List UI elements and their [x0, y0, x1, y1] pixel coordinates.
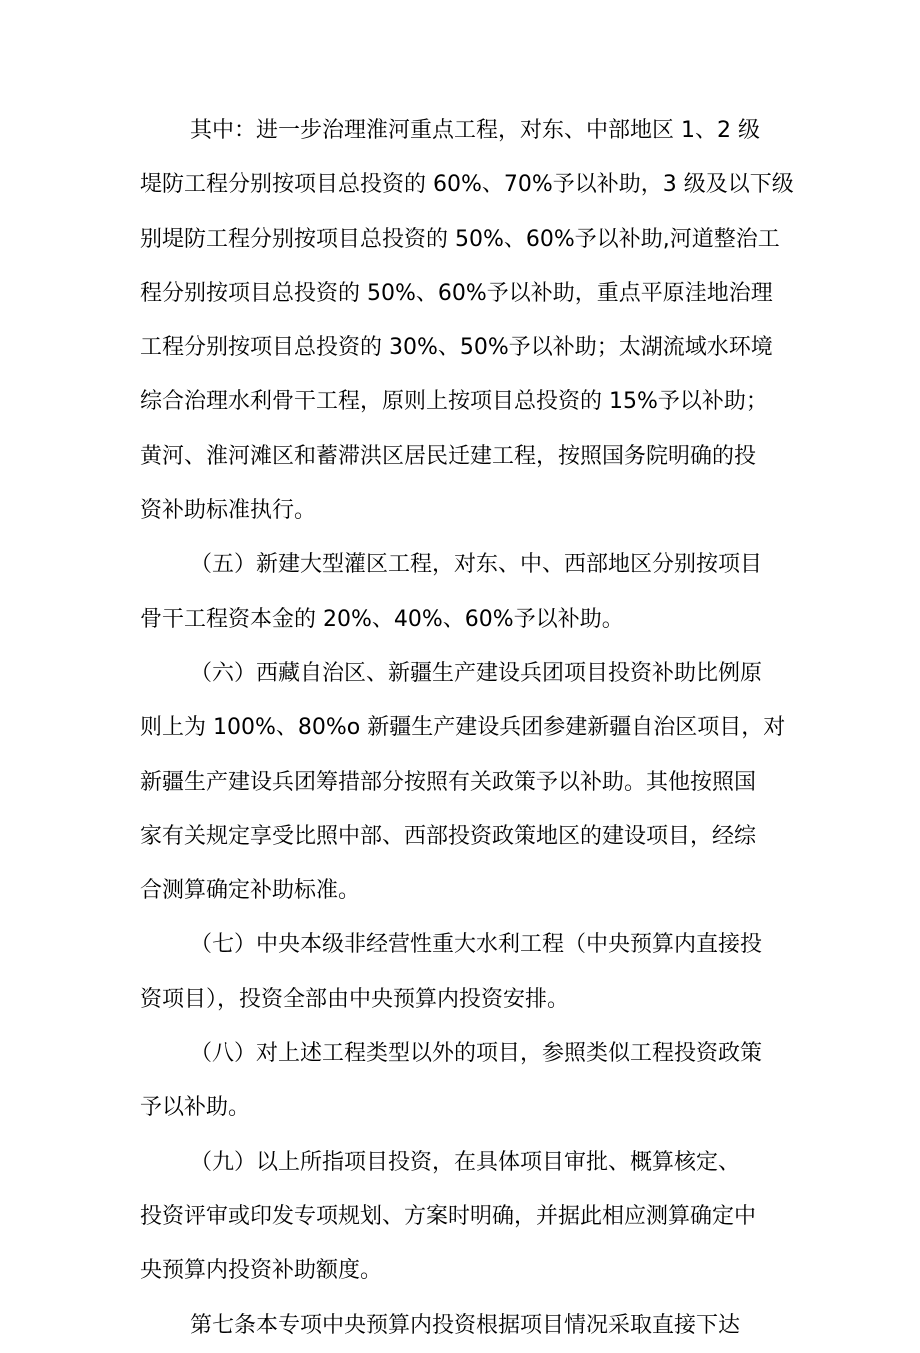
text-line: （九）以上所指项目投资，在具体项目审批、概算核定、 [190, 1149, 741, 1175]
text-line: 央预算内投资补助额度。 [140, 1258, 383, 1284]
text-line: （六）西藏自治区、新疆生产建设兵团项目投资补助比例原 [190, 660, 763, 686]
text-line: 合测算确定补助标准。 [140, 878, 361, 904]
text-line: 予以补助。 [140, 1095, 251, 1121]
text-line: 家有关规定享受比照中部、西部投资政策地区的建设项目，经综 [140, 823, 757, 849]
text-line: 别堤防工程分别按项目总投资的 50%、60%予以补助,河道整治工 [140, 226, 780, 252]
text-line: （五）新建大型灌区工程，对东、中、西部地区分别按项目 [190, 552, 763, 578]
text-line: 综合治理水利骨干工程，原则上按项目总投资的 15%予以补助； [140, 389, 768, 415]
text-line: （七）中央本级非经营性重大水利工程（中央预算内直接投 [190, 932, 763, 958]
text-line: 资项目），投资全部由中央预算内投资安排。 [140, 986, 570, 1012]
text-line: 则上为 100%、80%o 新疆生产建设兵团参建新疆自治区项目，对 [140, 715, 786, 741]
text-line: 第七条本专项中央预算内投资根据项目情况采取直接下达 [190, 1312, 741, 1338]
text-line: 投资评审或印发专项规划、方案时明确，并据此相应测算确定中 [140, 1203, 757, 1229]
text-line: 资补助标准执行。 [140, 498, 317, 524]
text-line: 工程分别按项目总投资的 30%、50%予以补助；太湖流域水环境 [140, 335, 773, 361]
text-line: 堤防工程分别按项目总投资的 60%、70%予以补助，3 级及以下级 [140, 172, 794, 198]
text-line: 程分别按项目总投资的 50%、60%予以补助，重点平原洼地治理 [140, 280, 773, 306]
text-line: 骨干工程资本金的 20%、40%、60%予以补助。 [140, 606, 624, 632]
text-line: 黄河、淮河滩区和蓄滞洪区居民迁建工程，按照国务院明确的投 [140, 443, 757, 469]
document-body [140, 104, 794, 1353]
text-line: 新疆生产建设兵团筹措部分按照有关政策予以补助。其他按照国 [140, 769, 757, 795]
text-line: 其中：进一步治理淮河重点工程，对东、中部地区 1、2 级 [190, 118, 760, 143]
text-line: （八）对上述工程类型以外的项目，参照类似工程投资政策 [190, 1041, 763, 1067]
